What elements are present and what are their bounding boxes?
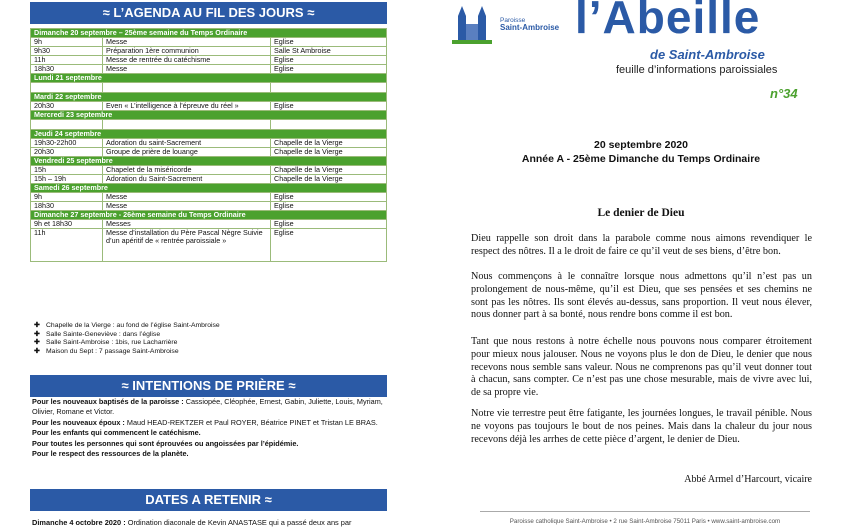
location-item — [34, 322, 220, 331]
agenda-event: Messe — [103, 202, 271, 211]
church-icon — [448, 6, 498, 46]
agenda-row — [31, 111, 387, 120]
agenda-place: Eglise — [271, 38, 387, 47]
agenda-empty-cell — [271, 120, 387, 130]
newsletter-subtitle: de Saint-Ambroise — [650, 47, 765, 62]
article-date — [440, 138, 842, 166]
agenda-day-header: Mercredi 23 septembre — [31, 111, 387, 120]
agenda-place: Eglise — [271, 229, 387, 262]
date-text: Ordination diaconale de Kevin ANASTASE qui a passé deux ans par — [125, 518, 352, 527]
agenda-day-header: Jeudi 24 septembre — [31, 130, 387, 139]
intention-text: Maud HEAD-REKTZER et Paul ROYER, Béatrice PINET et Tristan LE BRAS. — [124, 417, 378, 427]
agenda-day-header: Dimanche 27 septembre - 26ème semaine du Temps Ordinaire — [31, 211, 387, 220]
agenda-time: 15h — [31, 166, 103, 175]
agenda-place: Chapelle de la Vierge — [271, 175, 387, 184]
location-text: Chapelle de la Vierge : au fond de l’église Saint-Ambroise — [46, 322, 220, 329]
agenda-day-header: Lundi 21 septembre — [31, 74, 387, 83]
article-paragraph: Nous commençons à le connaître lorsque nous admettons qu’il n’est pas un prolongement de nous-même, qu’il est Dieu, que ses pensées et ses chemins ne sont pas les nôtres. Ils sont élevés au-dessus, sans proportion. Il veut nous élever, nous donner part à sa bonté, nous rendre bons comme il est bon. — [471, 271, 812, 321]
location-text: Salle Saint-Ambroise : 1bis, rue Lacharrière — [46, 339, 178, 347]
article-signature: Abbé Armel d’Harcourt, vicaire — [684, 474, 812, 485]
logo-line: Paroisse — [500, 17, 526, 24]
agenda-event: Messe d’installation du Père Pascal Nègre Suivie d’un apéritif de « rentrée paroissiale » — [103, 229, 271, 262]
article-paragraph: Tant que nous restons à notre échelle nous pouvons nous comparer étroitement pour mieux nous jalouser. Nous ne voyons plus le don de Dieu, le denier que nous recevons nous semble sans valeur. Nous ne comprenons pas qu’il veut donner tout à chacun, sans compter. Ce n’est pas une chose mesurable, mais de vivre avec lui, de sa propre vie. — [471, 336, 812, 399]
cross-icon: ✚ — [34, 348, 40, 356]
agenda-event: Messe — [103, 65, 271, 74]
agenda-place: Eglise — [271, 202, 387, 211]
page-footer: Paroisse catholique Saint-Ambroise • 2 rue Saint-Ambroise 75011 Paris • www.saint-ambroise.com — [480, 511, 810, 525]
agenda-event: Adoration du Saint-Sacrement — [103, 175, 271, 184]
agenda-empty-cell — [103, 120, 271, 130]
agenda-banner: ≈ L’AGENDA AU FIL DES JOURS ≈ — [30, 2, 387, 24]
cross-icon: ✚ — [34, 322, 40, 329]
agenda-place: Chapelle de la Vierge — [271, 148, 387, 157]
intention-text: Cassiopée, Cléophée, Ernest, Gabin, Juliette, Louis, Myriam, Olivier, Romane et Victor. — [32, 397, 383, 417]
locations-list — [34, 322, 220, 357]
agenda-row — [31, 229, 387, 262]
newsletter-title: l’Abeille — [575, 0, 761, 43]
agenda-empty-cell — [271, 83, 387, 93]
intention-label: Pour les nouveaux baptisés de la paroisse : — [32, 397, 184, 406]
agenda-place: Eglise — [271, 65, 387, 74]
date-label: Dimanche 4 octobre 2020 : — [32, 518, 126, 527]
agenda-time: 11h — [31, 229, 103, 262]
agenda-event: Messe — [103, 193, 271, 202]
agenda-place: Eglise — [271, 102, 387, 111]
dates-text — [32, 518, 351, 527]
date-line: 20 septembre 2020 — [594, 139, 688, 151]
agenda-row — [31, 38, 387, 47]
cross-icon: ✚ — [34, 339, 40, 347]
article-title: Le denier de Dieu — [597, 207, 685, 219]
agenda-day-header: Vendredi 25 septembre — [31, 157, 387, 166]
agenda-row — [31, 29, 387, 38]
agenda-time: 20h30 — [31, 148, 103, 157]
article-paragraph: Notre vie terrestre peut être fatigante, les journées longues, le travail pénible. Nous ne voyons pas toujours le bout de nos peines. Mais dans la chaleur du jour nous recevons déjà les arrhes de cette pièce d’argent, le denier de Dieu. — [471, 408, 812, 445]
agenda-place: Chapelle de la Vierge — [271, 139, 387, 148]
agenda-day-header: Dimanche 20 septembre – 25ème semaine du Temps Ordinaire — [31, 29, 387, 38]
agenda-row — [31, 120, 387, 130]
agenda-event: Chapelet de la miséricorde — [103, 166, 271, 175]
agenda-row — [31, 83, 387, 93]
agenda-time: 20h30 — [31, 102, 103, 111]
intention-line: Pour les enfants qui commencent le catéchisme. — [32, 428, 201, 438]
agenda-row — [31, 193, 387, 202]
agenda-event: Messes — [103, 220, 271, 229]
agenda-empty-cell — [31, 120, 103, 130]
agenda-time: 19h30-22h00 — [31, 139, 103, 148]
logo-line: Saint-Ambroise — [500, 23, 560, 32]
agenda-time: 18h30 — [31, 65, 103, 74]
agenda-time: 18h30 — [31, 202, 103, 211]
agenda-table — [30, 28, 387, 262]
agenda-row — [31, 211, 387, 220]
intention-line: Pour toutes les personnes qui sont éprouvées ou angoissées par l’épidémie. — [32, 438, 299, 448]
agenda-event: Groupe de prière de louange — [103, 148, 271, 157]
agenda-row — [31, 56, 387, 65]
agenda-empty-cell — [31, 83, 103, 93]
agenda-place: Eglise — [271, 56, 387, 65]
agenda-time: 11h — [31, 56, 103, 65]
agenda-event: Adoration du saint-Sacrement — [103, 139, 271, 148]
agenda-place: Salle St Ambroise — [271, 47, 387, 56]
intentions-text — [32, 397, 384, 459]
newsletter-tagline: feuille d’informations paroissiales — [616, 64, 778, 76]
intention-label: Pour les nouveaux époux : — [32, 417, 125, 427]
agenda-day-header: Samedi 26 septembre — [31, 184, 387, 193]
agenda-row — [31, 184, 387, 193]
article-paragraph: Dieu rappelle son droit dans la parabole comme nous aimons revendiquer le respect des nôtres. Il a le droit de faire ce qu’il veut de ses biens, d’être bon. — [471, 233, 812, 257]
logo-text — [500, 17, 559, 31]
agenda-event: Messe — [103, 38, 271, 47]
agenda-time: 9h et 18h30 — [31, 220, 103, 229]
issue-number: n°34 — [770, 86, 798, 101]
agenda-event: Préparation 1ère communion — [103, 47, 271, 56]
date-line: Année A - 25ème Dimanche du Temps Ordinaire — [521, 153, 761, 165]
agenda-event: Messe de rentrée du catéchisme — [103, 56, 271, 65]
agenda-time: 9h30 — [31, 47, 103, 56]
agenda-row — [31, 74, 387, 83]
agenda-event: Even « L’intelligence à l’épreuve du réel » — [103, 102, 271, 111]
agenda-place: Eglise — [271, 220, 387, 229]
agenda-place: Eglise — [271, 193, 387, 202]
agenda-time: 15h – 19h — [31, 175, 103, 184]
location-text: Salle Sainte-Geneviève : dans l’église — [46, 330, 161, 338]
agenda-time: 9h — [31, 193, 103, 202]
dates-banner: DATES A RETENIR ≈ — [30, 489, 387, 511]
location-item — [34, 339, 220, 348]
agenda-time: 9h — [31, 38, 103, 47]
intention-line: Pour le respect des ressources de la planète. — [32, 449, 189, 459]
agenda-place: Chapelle de la Vierge — [271, 166, 387, 175]
cross-icon: ✚ — [34, 330, 40, 338]
agenda-day-header: Mardi 22 septembre — [31, 93, 387, 102]
agenda-empty-cell — [103, 83, 271, 93]
location-text: Maison du Sept : 7 passage Saint-Ambroise — [46, 348, 179, 356]
intentions-banner: ≈ INTENTIONS DE PRIÈRE ≈ — [30, 375, 387, 397]
location-item — [34, 348, 220, 357]
